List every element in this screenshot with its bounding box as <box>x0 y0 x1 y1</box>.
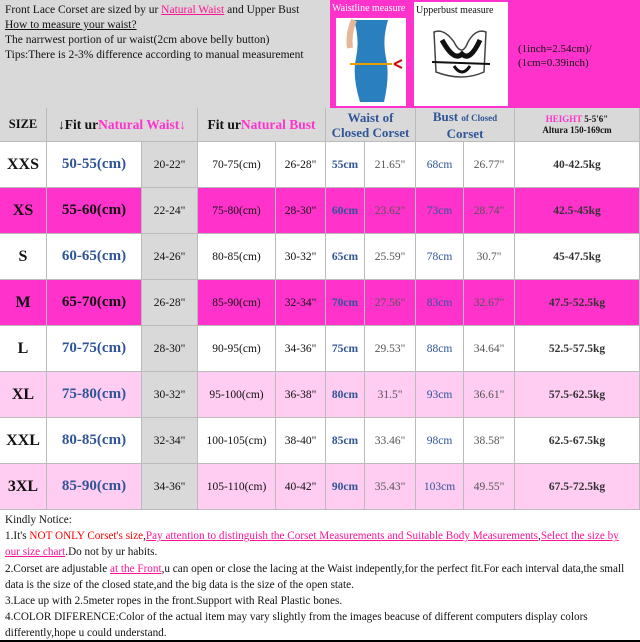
table-row <box>0 142 640 188</box>
header-text: and Upper Bust <box>224 4 300 16</box>
upperbust-illustration <box>414 2 508 106</box>
table-row <box>0 372 640 418</box>
row-closed-waist-cm: 60cm <box>326 188 365 234</box>
row-weight: 45-47.5kg <box>515 234 640 280</box>
row-weight: 67.5-72.5kg <box>515 464 640 510</box>
header-line-2: How to measure your waist? <box>5 19 137 31</box>
header-line-1 <box>5 3 325 18</box>
row-closed-bust-cm: 98cm <box>416 418 464 464</box>
col-natural-waist-header <box>47 108 198 142</box>
row-closed-bust-inch: 32.67" <box>464 280 515 326</box>
row-waist-cm: 55-60(cm) <box>47 188 142 234</box>
row-waist-cm: 75-80(cm) <box>47 372 142 418</box>
row-bust-inch: 30-32" <box>276 234 326 280</box>
row-size: XL <box>0 372 47 418</box>
unit-conversion-panel <box>510 0 640 108</box>
row-closed-bust-inch: 30.7" <box>464 234 515 280</box>
row-closed-waist-inch: 31.5" <box>365 372 416 418</box>
header-text: Fit ur <box>207 116 241 132</box>
row-closed-bust-cm: 103cm <box>416 464 464 510</box>
notice-item-1 <box>5 528 635 560</box>
notice-text: .Do not by ur habits. <box>65 546 158 559</box>
conversion-cm: (1cm=0.39inch) <box>518 57 589 69</box>
header-text: Closed Corset <box>331 124 410 140</box>
header-instructions <box>0 0 330 108</box>
header-text: Front Lace Corset are sized by ur <box>5 4 162 16</box>
waistline-illustration <box>330 0 412 108</box>
row-closed-waist-inch: 27.56" <box>365 280 416 326</box>
row-size: 3XL <box>0 464 47 510</box>
row-weight: 42.5-45kg <box>515 188 640 234</box>
row-bust-cm: 95-100(cm) <box>198 372 276 418</box>
table-row <box>0 464 640 510</box>
header-text: Bust <box>432 108 459 124</box>
row-bust-cm: 90-95(cm) <box>198 326 276 372</box>
row-bust-inch: 26-28" <box>276 142 326 188</box>
row-bust-cm: 100-105(cm) <box>198 418 276 464</box>
notice-text: 1.It's <box>5 530 30 543</box>
row-closed-bust-cm: 88cm <box>416 326 464 372</box>
row-waist-cm: 80-85(cm) <box>47 418 142 464</box>
row-waist-inch: 34-36" <box>142 464 198 510</box>
upperbust-title: Upperbust measure <box>416 5 494 16</box>
row-bust-inch: 40-42" <box>276 464 326 510</box>
row-waist-cm: 50-55(cm) <box>47 142 142 188</box>
row-closed-waist-inch: 35.43" <box>365 464 416 510</box>
header-text: Waist of <box>347 109 394 125</box>
row-closed-bust-cm: 78cm <box>416 234 464 280</box>
waistline-measure-panel <box>330 0 412 108</box>
row-weight: 57.5-62.5kg <box>515 372 640 418</box>
row-size: XXL <box>0 418 47 464</box>
row-size: M <box>0 280 47 326</box>
header-text: Natural Waist↓ <box>98 116 186 132</box>
row-closed-bust-inch: 26.77" <box>464 142 515 188</box>
col-height-header <box>515 108 640 142</box>
header-text: Altura 150-169cm <box>542 124 612 135</box>
notice-item-4: 4.COLOR DIFERENCE:Color of the actual item may vary slightly from the images beacuse of different computers display colors differently,hope u could understand. <box>5 611 588 640</box>
notice-title: Kindly Notice: <box>5 514 72 526</box>
row-bust-inch: 34-36" <box>276 326 326 372</box>
row-closed-waist-inch: 23.62" <box>365 188 416 234</box>
waistline-title: Waistline measure <box>332 3 406 14</box>
notice-text: Pay attention to distinguish the Corset Measurements and Suitable Body Measurements <box>145 530 539 543</box>
header-text: HEIGHT <box>545 113 583 124</box>
notice-text: 2.Corset are adjustable <box>5 562 111 575</box>
col-closed-bust-header <box>416 108 515 142</box>
row-closed-waist-inch: 21.65" <box>365 142 416 188</box>
row-waist-inch: 22-24" <box>142 188 198 234</box>
row-closed-waist-inch: 29.53" <box>365 326 416 372</box>
header-text: Corset <box>446 125 484 141</box>
row-closed-bust-inch: 34.64" <box>464 326 515 372</box>
row-closed-waist-cm: 55cm <box>326 142 365 188</box>
row-closed-waist-inch: 25.59" <box>365 234 416 280</box>
row-size: L <box>0 326 47 372</box>
notice-text: , <box>538 530 541 543</box>
conversion-inch: (1inch=2.54cm)/ <box>518 43 592 55</box>
row-closed-bust-cm: 83cm <box>416 280 464 326</box>
notice-text: NOT ONLY Corset's size <box>29 530 144 543</box>
row-closed-bust-inch: 28.74" <box>464 188 515 234</box>
upperbust-measure-panel <box>412 0 510 108</box>
table-row <box>0 326 640 372</box>
row-waist-inch: 30-32" <box>142 372 198 418</box>
row-closed-bust-inch: 49.55" <box>464 464 515 510</box>
row-size: XS <box>0 188 47 234</box>
row-closed-waist-cm: 90cm <box>326 464 365 510</box>
row-weight: 62.5-67.5kg <box>515 418 640 464</box>
row-weight: 47.5-52.5kg <box>515 280 640 326</box>
row-bust-inch: 38-40" <box>276 418 326 464</box>
row-waist-cm: 60-65(cm) <box>47 234 142 280</box>
row-waist-cm: 70-75(cm) <box>47 326 142 372</box>
row-waist-inch: 26-28" <box>142 280 198 326</box>
header-line-4: Tips:There is 2-3% difference according to manual measurement <box>5 49 304 61</box>
row-waist-inch: 20-22" <box>142 142 198 188</box>
row-waist-inch: 28-30" <box>142 326 198 372</box>
row-bust-cm: 105-110(cm) <box>198 464 276 510</box>
notice-text: at the Front <box>110 562 162 575</box>
row-bust-cm: 75-80(cm) <box>198 188 276 234</box>
row-closed-waist-cm: 80cm <box>326 372 365 418</box>
row-closed-waist-cm: 85cm <box>326 418 365 464</box>
row-closed-waist-cm: 65cm <box>326 234 365 280</box>
row-bust-inch: 36-38" <box>276 372 326 418</box>
row-bust-cm: 70-75(cm) <box>198 142 276 188</box>
row-closed-bust-cm: 68cm <box>416 142 464 188</box>
row-bust-cm: 85-90(cm) <box>198 280 276 326</box>
col-size-header: SIZE <box>0 108 47 142</box>
notice-item-2 <box>5 561 635 593</box>
table-row <box>0 234 640 280</box>
natural-waist-link: Natural Waist <box>161 4 225 16</box>
header-line-3: The narrwest portion of ur waist(2cm above belly button) <box>5 34 270 46</box>
row-closed-bust-inch: 36.61" <box>464 372 515 418</box>
notice-text: , <box>143 530 146 543</box>
row-closed-waist-inch: 33.46" <box>365 418 416 464</box>
table-row <box>0 188 640 234</box>
header-text: 5-5'6" <box>584 113 609 124</box>
kindly-notice <box>0 510 640 640</box>
row-waist-inch: 24-26" <box>142 234 198 280</box>
row-closed-bust-inch: 38.58" <box>464 418 515 464</box>
row-weight: 52.5-57.5kg <box>515 326 640 372</box>
row-waist-cm: 65-70(cm) <box>47 280 142 326</box>
row-closed-waist-cm: 70cm <box>326 280 365 326</box>
size-table <box>0 108 640 510</box>
header-text: ↓Fit ur <box>57 116 99 132</box>
table-row <box>0 280 640 326</box>
header-text: of Closed <box>461 112 498 123</box>
row-bust-inch: 32-34" <box>276 280 326 326</box>
notice-text: ,u can open or close the lacing at the Waist indepently,for the perfect fit.For each interval data,the small data is the size of the closed state,and the big data is the size of the open state. <box>5 562 625 591</box>
row-weight: 40-42.5kg <box>515 142 640 188</box>
row-closed-bust-cm: 73cm <box>416 188 464 234</box>
row-closed-waist-cm: 75cm <box>326 326 365 372</box>
notice-text: Select the size by our size chart <box>5 530 619 559</box>
notice-item-3: 3.Lace up with 2.5meter ropes in the front.Support with Real Plastic bones. <box>5 595 343 608</box>
table-row <box>0 418 640 464</box>
row-bust-inch: 28-30" <box>276 188 326 234</box>
col-natural-bust-header <box>198 108 326 142</box>
row-bust-cm: 80-85(cm) <box>198 234 276 280</box>
row-waist-inch: 32-34" <box>142 418 198 464</box>
row-waist-cm: 85-90(cm) <box>47 464 142 510</box>
col-closed-waist-header <box>326 108 416 142</box>
table-header-row <box>0 108 640 142</box>
header-text: Natural Bust <box>240 116 316 132</box>
row-size: XXS <box>0 142 47 188</box>
row-size: S <box>0 234 47 280</box>
row-closed-bust-cm: 93cm <box>416 372 464 418</box>
